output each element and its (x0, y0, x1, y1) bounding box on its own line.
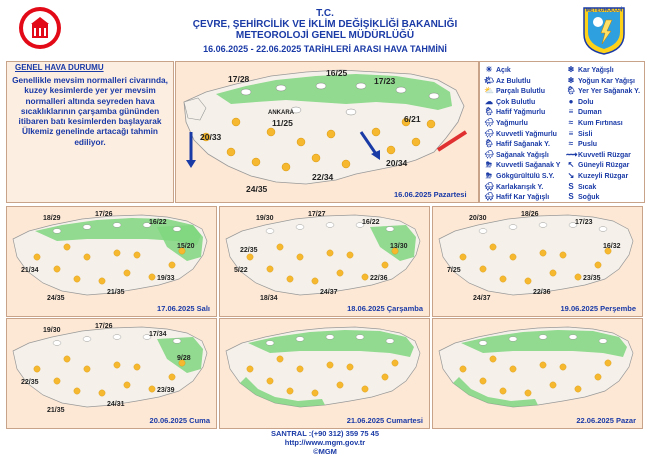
legend-panel (479, 61, 645, 203)
sun-icon (99, 390, 105, 396)
temp-label: 22/35 (21, 379, 39, 386)
title-tc: T.C. (316, 8, 334, 19)
weather-symbol-icon: ⛈ (485, 160, 493, 170)
sun-icon (54, 266, 60, 272)
legend-label: Güneyli Rüzgar (578, 162, 630, 170)
legend-item (484, 118, 528, 127)
sun-icon (124, 270, 130, 276)
legend-item (566, 65, 614, 74)
sun-icon (64, 244, 70, 250)
sun-icon (267, 266, 273, 272)
legend-item (566, 129, 592, 138)
sun-icon (327, 362, 333, 368)
temp-label: 22/36 (533, 289, 551, 296)
mgm-logo-icon (578, 4, 630, 56)
sun-icon (525, 278, 531, 284)
temp-label: 17/26 (95, 211, 113, 218)
weather-symbol-icon: ❄ (567, 65, 575, 74)
legend-item (566, 160, 629, 169)
sun-icon (297, 366, 303, 372)
legend-item (566, 182, 596, 191)
sun-icon (114, 362, 120, 368)
sun-icon (500, 276, 506, 282)
sun-icon (134, 364, 140, 370)
forecast-panel (6, 206, 217, 317)
weather-symbol-icon: 🌨 (484, 181, 495, 191)
temp-label: 16/32 (603, 243, 621, 250)
sun-icon (327, 250, 333, 256)
legend-item (566, 107, 602, 116)
cloud-icon (296, 225, 304, 230)
sun-icon (500, 388, 506, 394)
city-name-label: ANKARA (268, 110, 294, 116)
temp-label: 18/34 (260, 295, 278, 302)
cloud-icon (569, 335, 577, 340)
legend-item (484, 182, 543, 191)
temp-label: 20/30 (469, 215, 487, 222)
sun-icon (347, 252, 353, 258)
temp-label: 18/26 (521, 211, 539, 218)
sun-icon (277, 356, 283, 362)
legend-item (566, 118, 623, 127)
cloud-icon (113, 335, 121, 340)
footer-copyright: ©MGM (313, 447, 337, 456)
sun-icon (480, 266, 486, 272)
legend-item (484, 76, 531, 85)
legend-label: Dolu (578, 98, 594, 106)
temp-label: 24/37 (320, 289, 338, 296)
sun-icon (114, 250, 120, 256)
weather-symbol-icon: 🌨 (484, 192, 495, 202)
temp-label: 20/34 (386, 158, 408, 168)
sun-icon (277, 244, 283, 250)
sun-icon (247, 366, 253, 372)
cloud-icon (599, 227, 607, 232)
main-map-date: 16.06.2025 Pazartesi (394, 190, 467, 199)
cloud-icon (53, 341, 61, 346)
title-directorate: METEOROLOJİ GENEL MÜDÜRLÜĞÜ (235, 30, 415, 41)
temp-label: 23/35 (583, 275, 601, 282)
legend-label: Kar Yağışlı (578, 67, 614, 74)
temp-label: 24/35 (246, 184, 268, 194)
legend-label: Az Bulutlu (496, 77, 531, 85)
weather-symbol-icon: S (568, 181, 574, 191)
temp-label: 20/33 (200, 132, 222, 142)
legend-item (566, 150, 631, 159)
weather-symbol-icon: 🌤 (484, 75, 495, 85)
weather-symbol-icon: ↘ (567, 171, 575, 180)
sun-icon (525, 390, 531, 396)
sun-icon (595, 374, 601, 380)
weather-symbol-icon: ≈ (568, 139, 574, 149)
weather-symbol-icon: 🌧 (484, 118, 495, 127)
sun-icon (84, 366, 90, 372)
ministry-logo-icon (18, 6, 62, 50)
sun-icon (287, 276, 293, 282)
sun-icon (54, 378, 60, 384)
forecast-panel (432, 318, 643, 429)
weather-symbol-icon: 🌧 (484, 128, 495, 138)
temp-label: 22/35 (240, 247, 258, 254)
turkey-map-small (220, 319, 429, 428)
temp-label: 19/30 (43, 327, 61, 334)
cloud-icon (479, 341, 487, 346)
sun-icon (149, 386, 155, 392)
sun-icon (134, 252, 140, 258)
general-weather-box (6, 61, 174, 203)
temp-label: 17/34 (149, 331, 167, 338)
sun-icon (550, 270, 556, 276)
legend-item (566, 76, 635, 85)
sun-icon (560, 252, 566, 258)
panel-date: 18.06.2025 Çarşamba (347, 304, 423, 313)
weather-symbol-icon: ≡ (568, 128, 574, 138)
legend-label: Kuvvetli Sağanak Y (496, 162, 561, 170)
temp-label: 16/22 (149, 219, 167, 226)
cloud-icon (266, 341, 274, 346)
temp-label: 5/22 (234, 267, 248, 274)
sun-icon (560, 364, 566, 370)
legend-label: Sisli (578, 130, 593, 138)
sun-icon (510, 366, 516, 372)
main-forecast-map (175, 61, 479, 203)
legend-label: Çok Bulutlu (496, 98, 536, 106)
legend-label: Açık (496, 67, 511, 74)
cloud-icon (173, 339, 181, 344)
temp-label: 15/20 (177, 243, 195, 250)
sun-icon (595, 262, 601, 268)
cloud-icon (326, 223, 334, 228)
temp-label: 23/39 (157, 387, 175, 394)
legend-item (566, 192, 599, 201)
sun-icon (267, 378, 273, 384)
legend-item (484, 65, 511, 74)
sun-icon (362, 274, 368, 280)
panel-date: 19.06.2025 Perşembe (560, 304, 636, 313)
sun-icon (362, 386, 368, 392)
sun-icon (169, 262, 175, 268)
sun-icon (247, 254, 253, 260)
sun-icon (312, 390, 318, 396)
temp-label: 18/29 (43, 215, 61, 222)
sun-icon (74, 388, 80, 394)
weather-symbol-icon: ≡ (568, 107, 574, 117)
legend-label: Puslu (578, 141, 598, 149)
sun-icon (124, 382, 130, 388)
legend-label: Yer Yer Sağanak Y. (578, 88, 641, 96)
turkey-map-small (433, 207, 642, 316)
forecast-panel (219, 318, 430, 429)
panel-date: 17.06.2025 Salı (157, 304, 210, 313)
sun-icon (84, 254, 90, 260)
weather-symbol-icon: S (568, 192, 574, 202)
cloud-icon (296, 337, 304, 342)
legend-item (484, 97, 535, 106)
weather-symbol-icon: ❄ (567, 75, 575, 85)
panel-date: 21.06.2025 Cumartesi (346, 416, 423, 425)
cloud-icon (83, 337, 91, 342)
legend-item (566, 139, 597, 148)
legend-item (566, 97, 594, 106)
legend-item (484, 192, 549, 201)
panel-date: 22.06.2025 Pazar (576, 416, 636, 425)
cloud-icon (53, 229, 61, 234)
weather-symbol-icon: 🌦 (484, 107, 495, 117)
forecast-panel (219, 206, 430, 317)
legend-label: Yağmurlu (496, 120, 528, 127)
sun-icon (460, 366, 466, 372)
legend-item (484, 86, 545, 95)
legend-item (484, 129, 557, 138)
turkey-map-small (7, 207, 216, 316)
footer-phone: SANTRAL :(+90 312) 359 75 45 (270, 429, 380, 438)
turkey-map-small (433, 319, 642, 428)
cloud-icon (539, 335, 547, 340)
weather-symbol-icon: 🌦 (566, 86, 577, 96)
sun-icon (490, 356, 496, 362)
cloud-icon (386, 339, 394, 344)
sun-icon (510, 254, 516, 260)
legend-item (566, 86, 640, 95)
temp-label: 22/36 (370, 275, 388, 282)
weather-symbol-icon: ☀ (485, 65, 493, 74)
sun-icon (575, 274, 581, 280)
temp-label: 24/31 (107, 401, 125, 408)
cloud-icon (113, 223, 121, 228)
legend-label: Gökgürültülü S.Y. (496, 173, 555, 180)
weather-symbol-icon: ⛈ (485, 171, 493, 180)
footer (200, 429, 450, 456)
general-weather-text: Genellikle mevsim normalleri civarında, kuzey kesimlerde yer yer mevsim normalleri altında seyreden hava sıcaklıklarının çarşamba gününden itibaren batı kesimlerden başlayarak Ülkemiz genelinde artacağı tahmin ediliyor. (12, 75, 168, 147)
sun-icon (382, 374, 388, 380)
legend-label: Kuzeyli Rüzgar (578, 173, 629, 180)
temp-label: 13/30 (390, 243, 408, 250)
header (0, 0, 650, 60)
cloud-icon (326, 335, 334, 340)
temp-label: 19/33 (157, 275, 175, 282)
sun-icon (460, 254, 466, 260)
title-ministry: ÇEVRE, ŞEHİRCİLİK VE İKLİM DEĞİŞİKLİĞİ BAKANLIĞI (192, 19, 458, 30)
temp-label: 11/25 (272, 118, 293, 128)
sun-icon (312, 278, 318, 284)
sun-icon (392, 360, 398, 366)
weather-symbol-icon: ☁ (485, 96, 493, 106)
forecast-panel (432, 206, 643, 317)
sun-icon (540, 362, 546, 368)
sun-icon (480, 378, 486, 384)
cloud-icon (539, 223, 547, 228)
turkey-map-small (220, 207, 429, 316)
temp-label: 21/35 (47, 407, 65, 414)
sun-icon (169, 374, 175, 380)
weather-symbol-icon: ≈ (568, 118, 574, 127)
temp-label: 17/27 (308, 211, 326, 218)
legend-label: Sağanak Yağışlı (496, 151, 549, 159)
temp-label: 17/23 (374, 76, 396, 86)
legend-label: Kuvvetli Yağmurlu (496, 130, 557, 138)
legend-label: Hafif Yağmurlu (496, 109, 546, 117)
cloud-icon (509, 337, 517, 342)
cloud-icon (386, 227, 394, 232)
legend-label: Kum Fırtınası (578, 120, 623, 127)
weather-symbol-icon: ⟿ (566, 149, 578, 159)
legend-item (484, 139, 550, 148)
sun-icon (287, 388, 293, 394)
cloud-icon (599, 339, 607, 344)
temp-label: 21/34 (21, 267, 39, 274)
general-weather-title: GENEL HAVA DURUMU (15, 63, 104, 72)
legend-label: Hafif Kar Yağışlı (496, 194, 550, 202)
legend-label: Hafif Sağanak Y. (496, 141, 550, 149)
temp-label: 19/30 (256, 215, 274, 222)
legend-item (484, 107, 545, 116)
sun-icon (575, 386, 581, 392)
temp-label: 24/35 (47, 295, 65, 302)
temp-label: 16/22 (362, 219, 380, 226)
title-date-range: 16.06.2025 - 22.06.2025 TARİHLERİ ARASI HAVA TAHMİNİ (203, 44, 447, 54)
sun-icon (34, 366, 40, 372)
turkey-map-small (7, 319, 216, 428)
legend-label: Yoğun Kar Yağışı (578, 77, 635, 85)
sun-icon (149, 274, 155, 280)
mgm-logo-text: METEOROLOJİ (585, 7, 623, 14)
temp-label: 21/35 (107, 289, 125, 296)
weather-symbol-icon: 🌦 (484, 139, 495, 149)
temp-label: 22/34 (312, 172, 334, 182)
temp-label: 6/21 (404, 114, 421, 124)
forecast-panel (6, 318, 217, 429)
sun-icon (99, 278, 105, 284)
temp-label: 17/28 (228, 74, 250, 84)
sun-icon (550, 382, 556, 388)
legend-item (484, 150, 549, 159)
sun-icon (490, 244, 496, 250)
cloud-icon (509, 225, 517, 230)
sun-icon (34, 254, 40, 260)
cloud-icon (479, 229, 487, 234)
weather-symbol-icon: ⛅ (484, 86, 494, 96)
sun-icon (540, 250, 546, 256)
sun-icon (337, 270, 343, 276)
footer-website-link[interactable]: http://www.mgm.gov.tr (284, 438, 366, 447)
sun-icon (347, 364, 353, 370)
weather-symbol-icon: ↖ (567, 160, 575, 170)
sun-icon (337, 382, 343, 388)
sun-icon (297, 254, 303, 260)
legend-label: Duman (578, 109, 602, 117)
panel-date: 20.06.2025 Cuma (149, 416, 210, 425)
temp-label: 9/28 (177, 355, 191, 362)
sun-icon (382, 262, 388, 268)
legend-label: Sıcak (578, 183, 597, 191)
weather-symbol-icon: 🌧 (484, 149, 495, 159)
legend-item (566, 171, 628, 180)
legend-label: Karlakarışık Y. (496, 183, 544, 191)
temp-label: 17/23 (575, 219, 593, 226)
sun-icon (74, 276, 80, 282)
cloud-icon (266, 229, 274, 234)
legend-label: Kuvvetli Rüzgar (578, 151, 631, 159)
temp-label: 16/25 (326, 68, 348, 78)
cloud-icon (173, 227, 181, 232)
legend-label: Parçalı Bulutlu (496, 88, 546, 96)
legend-label: Soğuk (578, 194, 600, 202)
temp-label: 7/25 (447, 267, 461, 274)
temp-label: 24/37 (473, 295, 491, 302)
legend-item (484, 160, 560, 170)
sun-icon (605, 360, 611, 366)
legend-item (484, 171, 554, 181)
sun-icon (64, 356, 70, 362)
weather-symbol-icon: ● (568, 96, 574, 106)
cloud-icon (356, 335, 364, 340)
cloud-icon (83, 225, 91, 230)
temp-label: 17/26 (95, 323, 113, 330)
